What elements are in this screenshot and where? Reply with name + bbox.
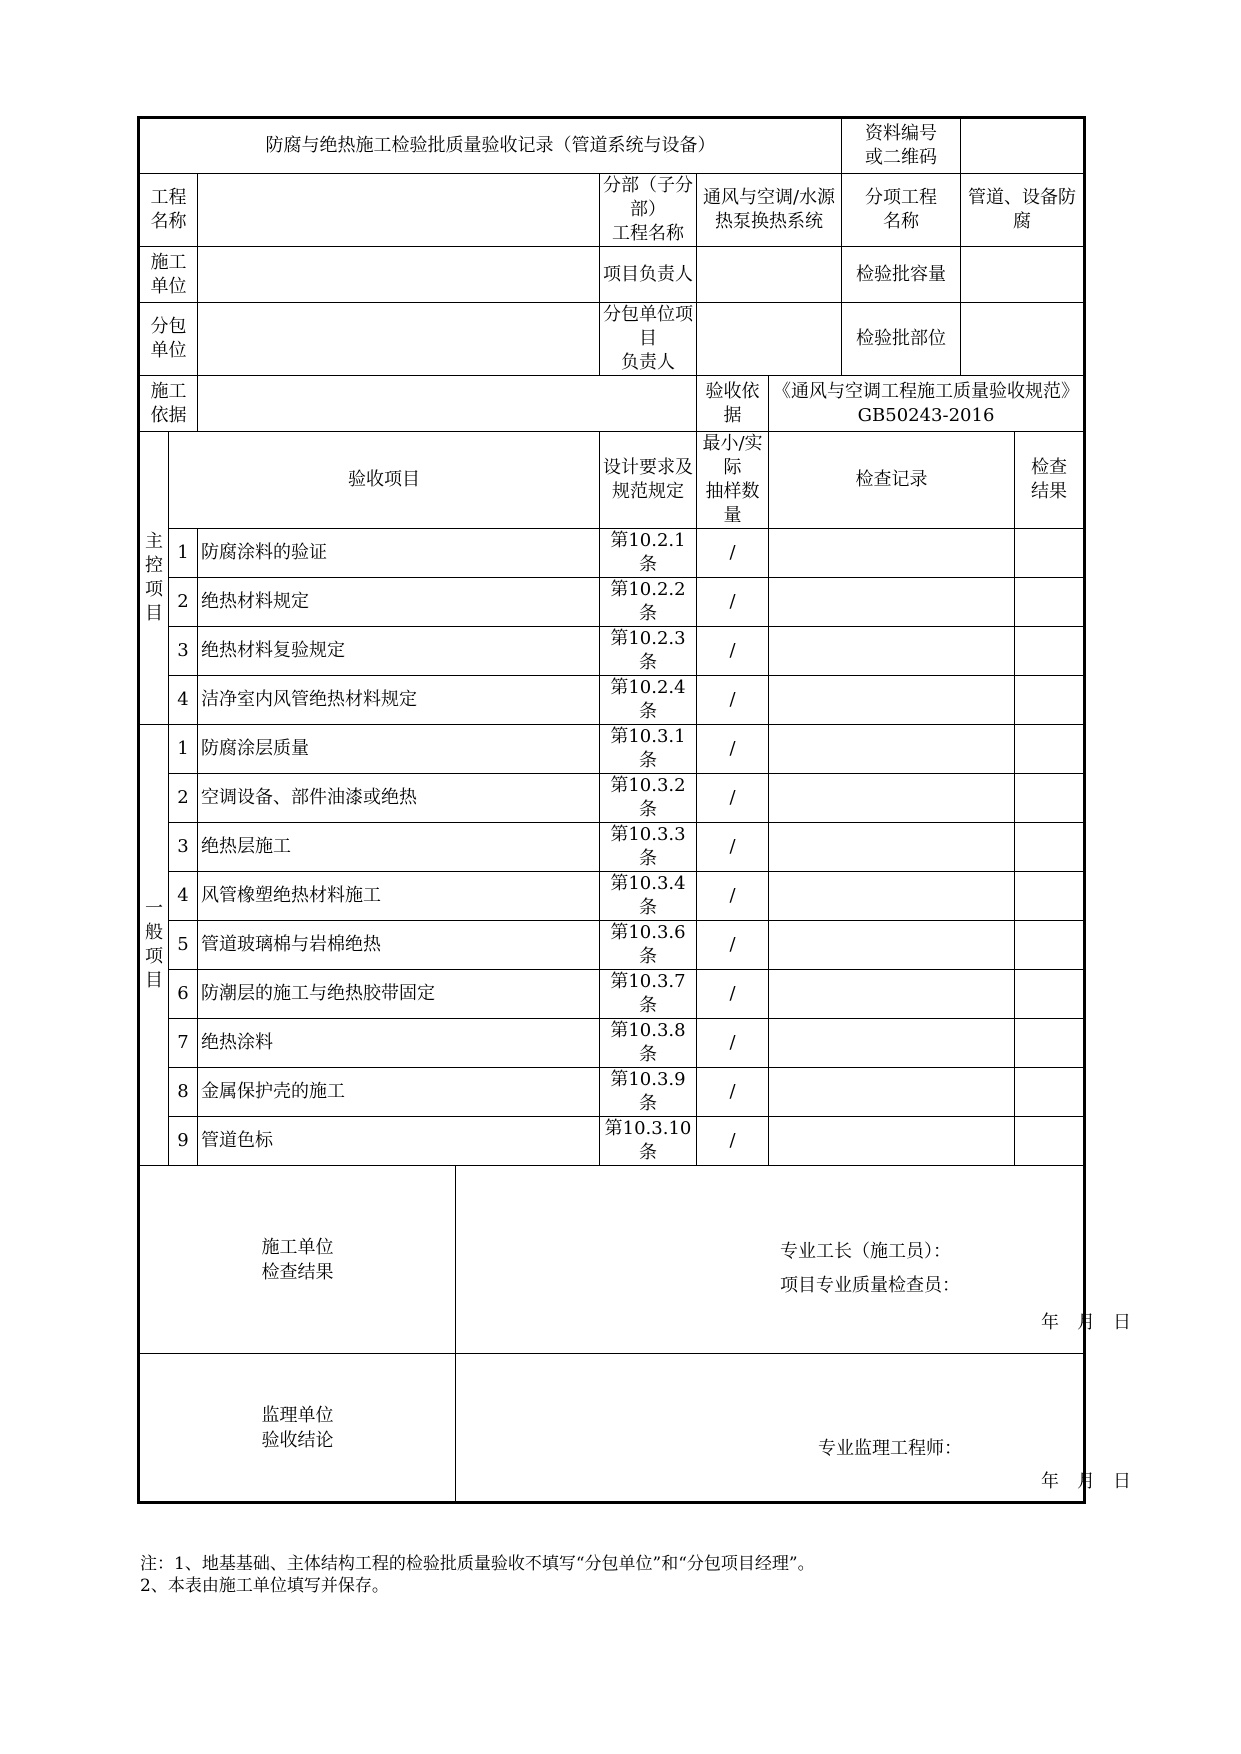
- header-item: 验收项目: [169, 432, 600, 529]
- table-row: [139, 578, 1085, 627]
- doc-no-label: 资料编号 或二维码: [842, 118, 961, 174]
- item-sample[interactable]: /: [697, 1019, 769, 1068]
- item-sample[interactable]: /: [697, 921, 769, 970]
- item-sample[interactable]: /: [697, 1068, 769, 1117]
- item-clause: 第10.3.10条: [600, 1117, 697, 1166]
- construction-basis-label: 施工依据: [139, 376, 198, 432]
- doc-no-field[interactable]: [961, 118, 1085, 174]
- header-result: 检查 结果: [1015, 432, 1085, 529]
- table-row: [139, 970, 1085, 1019]
- item-no: 7: [169, 1019, 198, 1068]
- item-clause: 第10.2.1条: [600, 529, 697, 578]
- item-sample[interactable]: /: [697, 872, 769, 921]
- item-no: 4: [169, 676, 198, 725]
- item-clause: 第10.3.1条: [600, 725, 697, 774]
- subcontractor-field[interactable]: [198, 303, 600, 376]
- item-name: 防腐涂料的验证: [198, 529, 600, 578]
- item-sample[interactable]: /: [697, 1117, 769, 1166]
- item-record[interactable]: [769, 1117, 1015, 1166]
- project-name-label: 工程名称: [139, 174, 198, 247]
- item-sample[interactable]: /: [697, 970, 769, 1019]
- item-name: 绝热材料规定: [198, 578, 600, 627]
- item-no: 2: [169, 774, 198, 823]
- header-sample: 最小/实际 抽样数量: [697, 432, 769, 529]
- project-manager-label: 项目负责人: [600, 247, 697, 303]
- item-sample[interactable]: /: [697, 529, 769, 578]
- item-record[interactable]: [769, 578, 1015, 627]
- item-no: 9: [169, 1117, 198, 1166]
- header-record: 检查记录: [769, 432, 1015, 529]
- item-clause: 第10.3.4条: [600, 872, 697, 921]
- item-result[interactable]: [1015, 529, 1085, 578]
- supervisor-conclusion-area[interactable]: [456, 1354, 1131, 1503]
- item-no: 6: [169, 970, 198, 1019]
- item-no: 3: [169, 627, 198, 676]
- sub-item-label: 分项工程 名称: [842, 174, 961, 247]
- sub-division-label: 分部（子分部） 工程名称: [600, 174, 697, 247]
- item-record[interactable]: [769, 1068, 1015, 1117]
- item-result[interactable]: [1015, 872, 1085, 921]
- foreman-signature-label: 专业工长（施工员）：: [780, 1241, 951, 1262]
- item-name: 风管橡塑绝热材料施工: [198, 872, 600, 921]
- batch-capacity-label: 检验批容量: [842, 247, 961, 303]
- table-row: [139, 1019, 1085, 1068]
- item-result[interactable]: [1015, 1068, 1085, 1117]
- table-row: [139, 627, 1085, 676]
- item-result[interactable]: [1015, 774, 1085, 823]
- footnotes: [140, 1553, 815, 1597]
- sub-division-value: 通风与空调/水源 热泵换热系统: [697, 174, 842, 247]
- batch-location-field[interactable]: [961, 303, 1085, 376]
- item-result[interactable]: [1015, 1019, 1085, 1068]
- item-sample[interactable]: /: [697, 823, 769, 872]
- table-row: [139, 823, 1085, 872]
- item-record[interactable]: [769, 823, 1015, 872]
- item-record[interactable]: [769, 676, 1015, 725]
- acceptance-basis-label: 验收依据: [697, 376, 769, 432]
- contractor-check-label: 施工单位 检查结果: [139, 1166, 456, 1354]
- item-clause: 第10.3.2条: [600, 774, 697, 823]
- construction-basis-field[interactable]: [198, 376, 697, 432]
- item-name: 金属保护壳的施工: [198, 1068, 600, 1117]
- project-name-field[interactable]: [198, 174, 600, 247]
- item-no: 5: [169, 921, 198, 970]
- item-clause: 第10.3.3条: [600, 823, 697, 872]
- contractor-field[interactable]: [198, 247, 600, 303]
- item-clause: 第10.3.7条: [600, 970, 697, 1019]
- item-record[interactable]: [769, 529, 1015, 578]
- inspection-record-table: [137, 116, 1131, 1504]
- item-clause: 第10.2.4条: [600, 676, 697, 725]
- item-no: 3: [169, 823, 198, 872]
- item-result[interactable]: [1015, 578, 1085, 627]
- item-record[interactable]: [769, 921, 1015, 970]
- item-result[interactable]: [1015, 823, 1085, 872]
- table-row: [139, 921, 1085, 970]
- item-name: 洁净室内风管绝热材料规定: [198, 676, 600, 725]
- item-result[interactable]: [1015, 627, 1085, 676]
- batch-capacity-field[interactable]: [961, 247, 1085, 303]
- engineer-signature-label: 专业监理工程师：: [818, 1438, 962, 1459]
- item-sample[interactable]: /: [697, 578, 769, 627]
- item-result[interactable]: [1015, 1117, 1085, 1166]
- table-row: [139, 676, 1085, 725]
- contractor-label: 施工单位: [139, 247, 198, 303]
- supervisor-label: 监理单位 验收结论: [139, 1354, 456, 1503]
- sub-manager-field[interactable]: [697, 303, 842, 376]
- item-record[interactable]: [769, 970, 1015, 1019]
- item-no: 2: [169, 578, 198, 627]
- item-sample[interactable]: /: [697, 676, 769, 725]
- main-control-section: 主 控 项 目: [139, 432, 169, 725]
- item-name: 管道色标: [198, 1117, 600, 1166]
- item-no: 1: [169, 529, 198, 578]
- item-clause: 第10.2.2条: [600, 578, 697, 627]
- item-clause: 第10.2.3条: [600, 627, 697, 676]
- item-record[interactable]: [769, 774, 1015, 823]
- sub-item-value: 管道、设备防腐: [961, 174, 1085, 247]
- item-result[interactable]: [1015, 921, 1085, 970]
- item-record[interactable]: [769, 725, 1015, 774]
- project-manager-field[interactable]: [697, 247, 842, 303]
- supervisor-date-label: 年 月 日: [1041, 1471, 1131, 1492]
- form-title: 防腐与绝热施工检验批质量验收记录（管道系统与设备）: [139, 118, 842, 174]
- item-name: 防潮层的施工与绝热胶带固定: [198, 970, 600, 1019]
- item-no: 8: [169, 1068, 198, 1117]
- table-row: [139, 872, 1085, 921]
- batch-location-label: 检验批部位: [842, 303, 961, 376]
- item-sample[interactable]: /: [697, 725, 769, 774]
- note-line-1: 注：1、地基基础、主体结构工程的检验批质量验收不填写“分包单位”和“分包项目经理”。: [140, 1554, 815, 1574]
- item-no: 1: [169, 725, 198, 774]
- item-name: 空调设备、部件油漆或绝热: [198, 774, 600, 823]
- item-name: 绝热材料复验规定: [198, 627, 600, 676]
- item-name: 管道玻璃棉与岩棉绝热: [198, 921, 600, 970]
- table-row: [139, 1068, 1085, 1117]
- note-line-2: 2、本表由施工单位填写并保存。: [140, 1576, 389, 1596]
- item-record[interactable]: [769, 1019, 1015, 1068]
- item-clause: 第10.3.6条: [600, 921, 697, 970]
- contractor-date-label: 年 月 日: [1041, 1312, 1131, 1333]
- inspector-signature-label: 项目专业质量检查员：: [780, 1275, 960, 1296]
- item-clause: 第10.3.9条: [600, 1068, 697, 1117]
- acceptance-basis-value: 《通风与空调工程施工质量验收规范》 GB50243-2016: [769, 376, 1085, 432]
- table-row: [139, 725, 1085, 774]
- item-result[interactable]: [1015, 676, 1085, 725]
- item-sample[interactable]: /: [697, 627, 769, 676]
- table-row: [139, 1117, 1085, 1166]
- header-design: 设计要求及 规范规定: [600, 432, 697, 529]
- item-clause: 第10.3.8条: [600, 1019, 697, 1068]
- table-row: [139, 774, 1085, 823]
- item-record[interactable]: [769, 872, 1015, 921]
- sub-manager-label: 分包单位项目 负责人: [600, 303, 697, 376]
- item-name: 防腐涂层质量: [198, 725, 600, 774]
- item-no: 4: [169, 872, 198, 921]
- item-result[interactable]: [1015, 970, 1085, 1019]
- item-record[interactable]: [769, 627, 1015, 676]
- contractor-check-area[interactable]: [456, 1166, 1131, 1354]
- general-section: 一 般 项 目: [139, 725, 169, 1166]
- item-sample[interactable]: /: [697, 774, 769, 823]
- item-result[interactable]: [1015, 725, 1085, 774]
- subcontractor-label: 分包单位: [139, 303, 198, 376]
- item-name: 绝热涂料: [198, 1019, 600, 1068]
- table-row: [139, 529, 1085, 578]
- item-name: 绝热层施工: [198, 823, 600, 872]
